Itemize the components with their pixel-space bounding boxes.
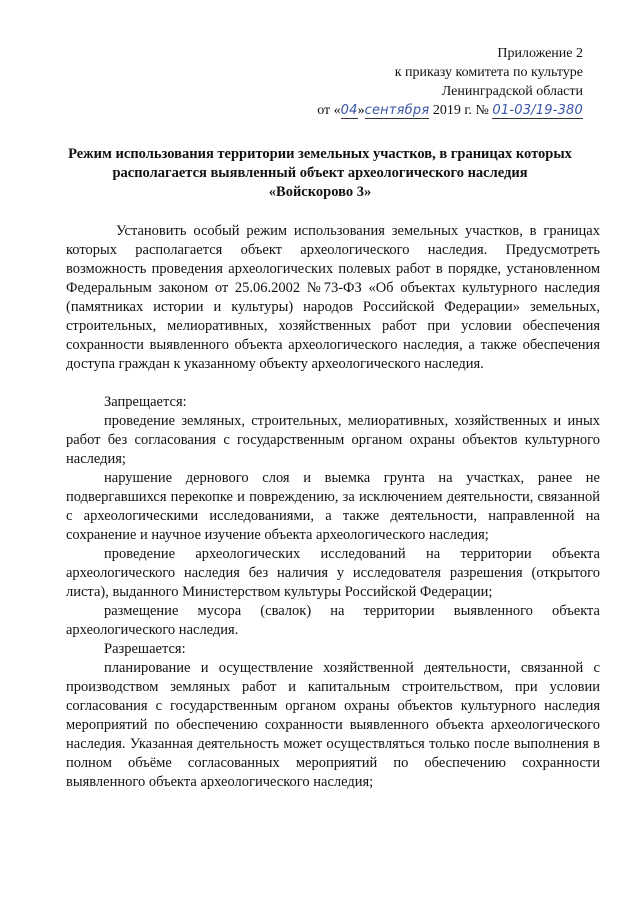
prohibited-item-4: размещение мусора (свалок) на территории выявленного объекта археологического наследия. (66, 603, 600, 638)
title-line-1: Режим использования территории земельных участков, в границах которых (68, 146, 572, 162)
appendix-line-1: Приложение 2 (497, 46, 583, 61)
title-line-3: «Войскорово 3» (268, 184, 372, 200)
prohibited-heading: Запрещается: (104, 394, 187, 410)
prohibited-item-3: проведение археологических исследований на территории объекта археологического наследия без наличия у исследователя разрешения (открытого листа), выданного Министерством культуры Российской Федерации; (66, 546, 600, 600)
prohibited-item-2: нарушение дернового слоя и выемка грунта на участках, ранее не подвергавшихся перекопке и повреждению, за исключением деятельности, связанной с археологическими исследованиями, а также деятельности, направленной на сохранение и научное изучение объекта археологического наследия; (66, 470, 600, 543)
year-text: 2019 г. № (429, 103, 493, 118)
allowed-heading: Разрешается: (104, 641, 186, 657)
handwritten-number: 01-03/19-380 (492, 103, 583, 118)
date-prefix: от « (317, 103, 341, 118)
handwritten-month: сентября (364, 103, 430, 118)
document-title (40, 145, 600, 202)
handwritten-day: 04 (340, 103, 358, 118)
document-body (66, 222, 600, 792)
title-line-2: располагается выявленный объект археологического наследия (112, 165, 528, 181)
allowed-item-1: планирование и осуществление хозяйственной деятельности, связанной с производством земляных работ и капитальным строительством, при условии согласования с государственным органом охраны объектов культурного наследия мероприятий по обеспечению сохранности выявленного объекта археологического наследия. Указанная деятельность может осуществляться только после выполнения в полном объёме согласованных мероприятий по обеспечению сохранности выявленного объекта археологического наследия; (66, 660, 600, 790)
appendix-header (317, 44, 583, 120)
intro-paragraph: Установить особый режим использования земельных участков, в границах которых располагается объект археологического наследия. Предусмотреть возможность проведения археологических полевых работ в порядке, установленном Федеральным законом от 25.06.2002 №73-ФЗ «Об объектах культурного наследия (памятниках истории и культуры) народов Российской Федерации» земельных, строительных, мелиоративных, хозяйственных работ при условии обеспечения сохранности выявленного объекта археологического наследия, а также обеспечения доступа граждан к указанному объекту археологического наследия. (66, 223, 600, 372)
appendix-line-3: Ленинградской области (441, 84, 583, 99)
prohibited-item-1: проведение земляных, строительных, мелиоративных, хозяйственных и иных работ без согласования с государственным органом охраны объектов культурного наследия; (66, 413, 600, 467)
appendix-line-2: к приказу комитета по культуре (394, 65, 583, 80)
appendix-date-line (317, 101, 583, 120)
date-mid: » (357, 103, 365, 118)
